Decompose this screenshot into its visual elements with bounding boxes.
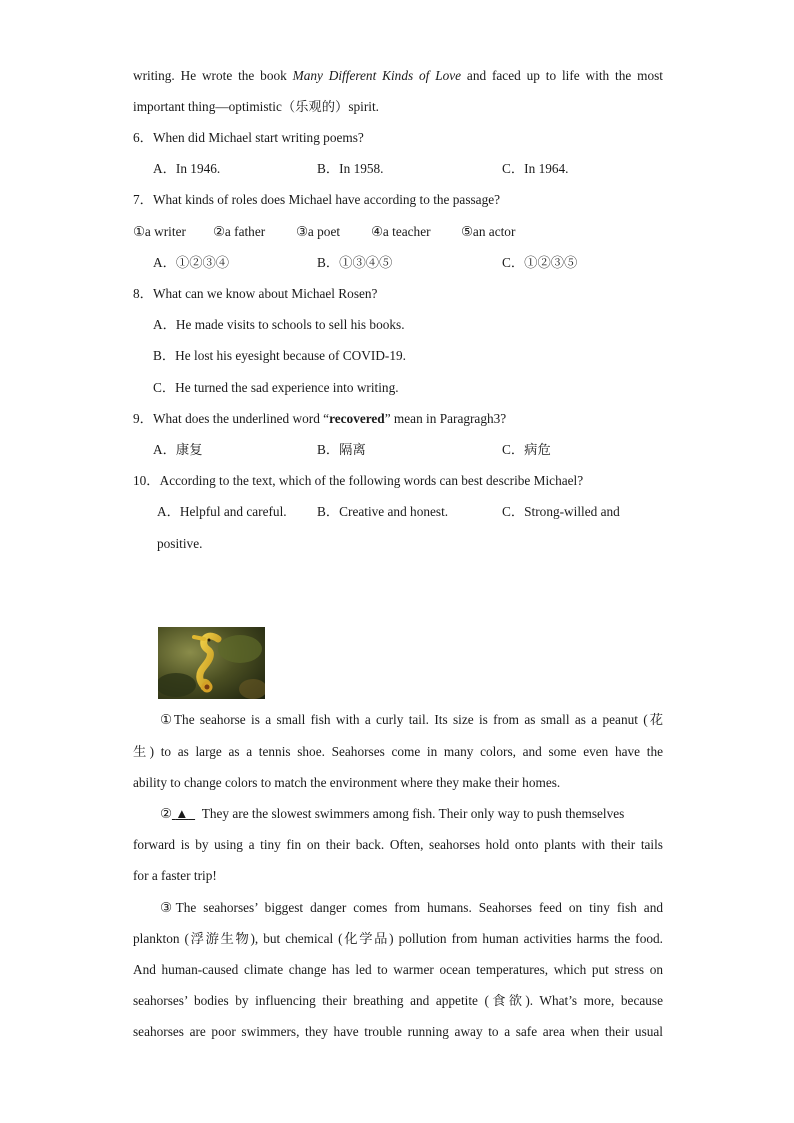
q7-role-2: ②a father: [213, 224, 266, 239]
paragraph-3-line-2: plankton (浮游生物), but chemical (化学品) pollution from human activities harms the food.: [133, 931, 663, 946]
question-6-stem: 6．When did Michael start writing poems?: [133, 130, 364, 145]
intro-text: writing. He wrote the book: [133, 68, 293, 83]
paragraph-1-line-1: ①The seahorse is a small fish with a curly tail. Its size is from as small as a peanut (花: [160, 712, 663, 727]
q10-option-c-continued: positive.: [157, 536, 203, 551]
q9-stem-text: 9．What does the underlined word “: [133, 411, 330, 426]
q10-option-b: B．Creative and honest.: [317, 504, 449, 519]
paragraph-1-line-2: 生) to as large as a tennis shoe. Seahorses come in many colors, and some even have the: [133, 744, 663, 759]
paragraph-3-line-4: seahorses’ bodies by influencing their breathing and appetite (食欲). What’s more, because: [133, 993, 663, 1008]
answer-blank: [172, 806, 195, 821]
question-9-stem: [133, 410, 663, 428]
intro-line-2: important thing—optimistic（乐观的）spirit.: [133, 99, 379, 114]
q6-option-a: A．In 1946.: [153, 161, 221, 176]
q7-role-3: ③a poet: [296, 224, 341, 239]
q10-option-a: A．Helpful and careful.: [157, 504, 287, 519]
seahorse-illustration: [158, 627, 265, 699]
paragraph-2-line-2: forward is by using a tiny fin on their back. Often, seahorses hold onto plants with their tails: [133, 837, 663, 852]
q7-option-c: C．①②③⑤: [502, 255, 578, 270]
q6-option-b: B．In 1958.: [317, 161, 384, 176]
seahorse-photo: [158, 627, 265, 699]
q9-stem-text: ” mean in Paragragh3?: [384, 411, 507, 426]
q9-option-b: B．隔离: [317, 442, 366, 457]
q7-role-5: ⑤an actor: [461, 224, 516, 239]
q7-role-4: ④a teacher: [371, 224, 431, 239]
paragraph-1-line-3: ability to change colors to match the environment where they make their homes.: [133, 775, 561, 790]
intro-line-1: [133, 67, 663, 85]
q7-option-b: B．①③④⑤: [317, 255, 393, 270]
paragraph-2-line-3: for a faster trip!: [133, 868, 217, 883]
q8-option-c: C．He turned the sad experience into writing.: [153, 380, 399, 395]
paragraph-text: They are the slowest swimmers among fish. Their only way to push themselves: [201, 806, 625, 821]
q7-role-1: ①a writer: [133, 224, 186, 239]
q9-option-a: A．康复: [153, 442, 203, 457]
question-7-stem: 7．What kinds of roles does Michael have according to the passage?: [133, 192, 501, 207]
paragraph-3-line-1: ③The seahorses’ biggest danger comes from humans. Seahorses feed on tiny fish and: [160, 900, 663, 915]
paragraph-2-line-1: [160, 805, 663, 823]
paragraph-number: ②: [160, 806, 172, 821]
blank-marker: ▲: [175, 806, 189, 821]
q9-option-c: C．病危: [502, 442, 551, 457]
question-8-stem: 8．What can we know about Michael Rosen?: [133, 286, 378, 301]
paragraph-3-line-5: seahorses are poor swimmers, they have trouble running away to a safe area when their usual: [133, 1024, 663, 1039]
q8-option-b: B．He lost his eyesight because of COVID-19.: [153, 348, 406, 363]
paragraph-3-line-3: And human-caused climate change has led to warmer ocean temperatures, which put stress on: [133, 962, 663, 977]
q6-option-c: C．In 1964.: [502, 161, 569, 176]
question-10-stem: 10．According to the text, which of the following words can best describe Michael?: [133, 473, 584, 488]
intro-text: and faced up to life with the most: [461, 68, 663, 83]
q9-keyword: recovered: [329, 411, 385, 426]
q8-option-a: A．He made visits to schools to sell his books.: [153, 317, 405, 332]
q10-option-c: C．Strong-willed and: [502, 504, 620, 519]
book-title: Many Different Kinds of Love: [292, 68, 462, 83]
q7-option-a: A．①②③④: [153, 255, 230, 270]
